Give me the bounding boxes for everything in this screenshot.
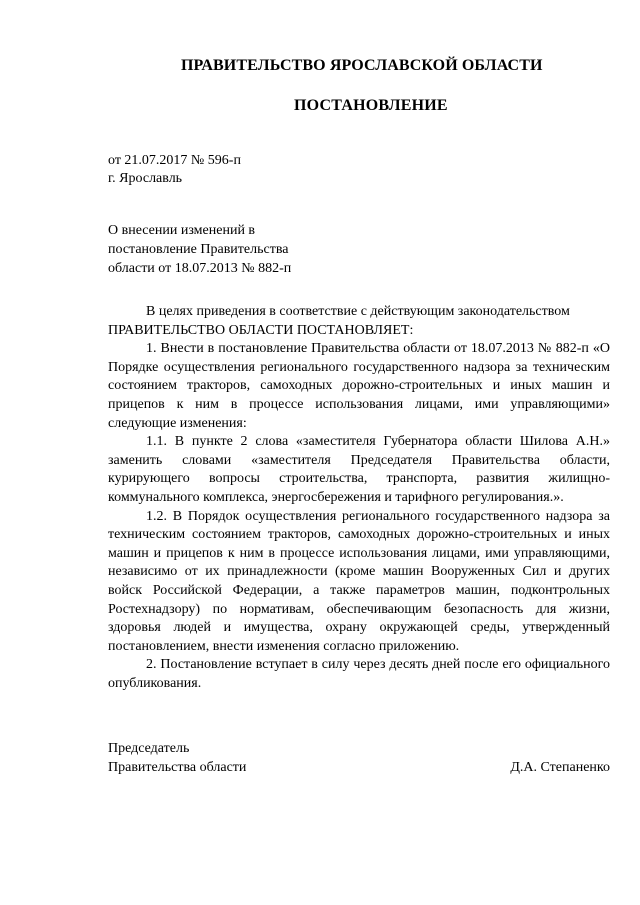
signatory-title-line: Председатель: [108, 741, 190, 756]
city: г. Ярославль: [108, 171, 183, 186]
signature-block: [108, 739, 610, 777]
paragraph-1: 1. Внести в постановление Правительства области от 18.07.2013 № 882-п «О Порядке осуществления регионального государственного надзора за техническим состоянием тракторов, самоходных дорожно-строительных и иных машин и прицепов к ним в процессе использования лицами, ими управляющими» следующие изменения:: [108, 341, 610, 431]
date-number: от 21.07.2017 № 596-п: [108, 153, 241, 168]
signatory-title-line: Правительства области: [108, 760, 247, 775]
preamble: В целях приведения в соответствие с действующим законодательством: [146, 304, 570, 319]
subject-line: О внесении изменений в: [108, 223, 256, 238]
document-meta: [108, 152, 241, 188]
paragraph-1-1: 1.1. В пункте 2 слова «заместителя Губернатора области Шилова А.Н.» заменить словами «заместителя Председателя Правительства области, курирующего вопросы строительства, транспорта, развития жилищно-коммунального комплекса, энергосбережения и тарифного регулирования.».: [108, 434, 610, 505]
paragraph-2: 2. Постановление вступает в силу через десять дней после его официального опубликования.: [108, 657, 610, 691]
subject-line: области от 18.07.2013 № 882-п: [108, 261, 292, 276]
document-type: ПОСТАНОВЛЕНИЕ: [294, 97, 448, 114]
paragraph-1-2: 1.2. В Порядок осуществления регионального государственного надзора за техническим состоянием тракторов, самоходных дорожно-строительных и иных машин и прицепов к ним в процессе использования лицами, ими управляющими, независимо от их принадлежности (кроме машин Вооруженных Сил и других войск Российской Федерации, а также параметров машин, подконтрольных Ростехнадзору) по нормативам, обеспечивающим безопасность для жизни, здоровья людей и имущества, охрану окружающей среды, утвержденный постановлением, внести изменения согласно приложению.: [108, 508, 610, 654]
document-subject: [108, 221, 291, 278]
decree-statement: ПРАВИТЕЛЬСТВО ОБЛАСТИ ПОСТАНОВЛЯЕТ:: [108, 322, 414, 338]
document-body: [108, 303, 610, 693]
signatory-name: Д.А. Степаненко: [510, 760, 610, 775]
organization-title: ПРАВИТЕЛЬСТВО ЯРОСЛАВСКОЙ ОБЛАСТИ: [181, 57, 543, 74]
subject-line: постановление Правительства: [108, 242, 289, 257]
signature-row: [108, 758, 610, 777]
